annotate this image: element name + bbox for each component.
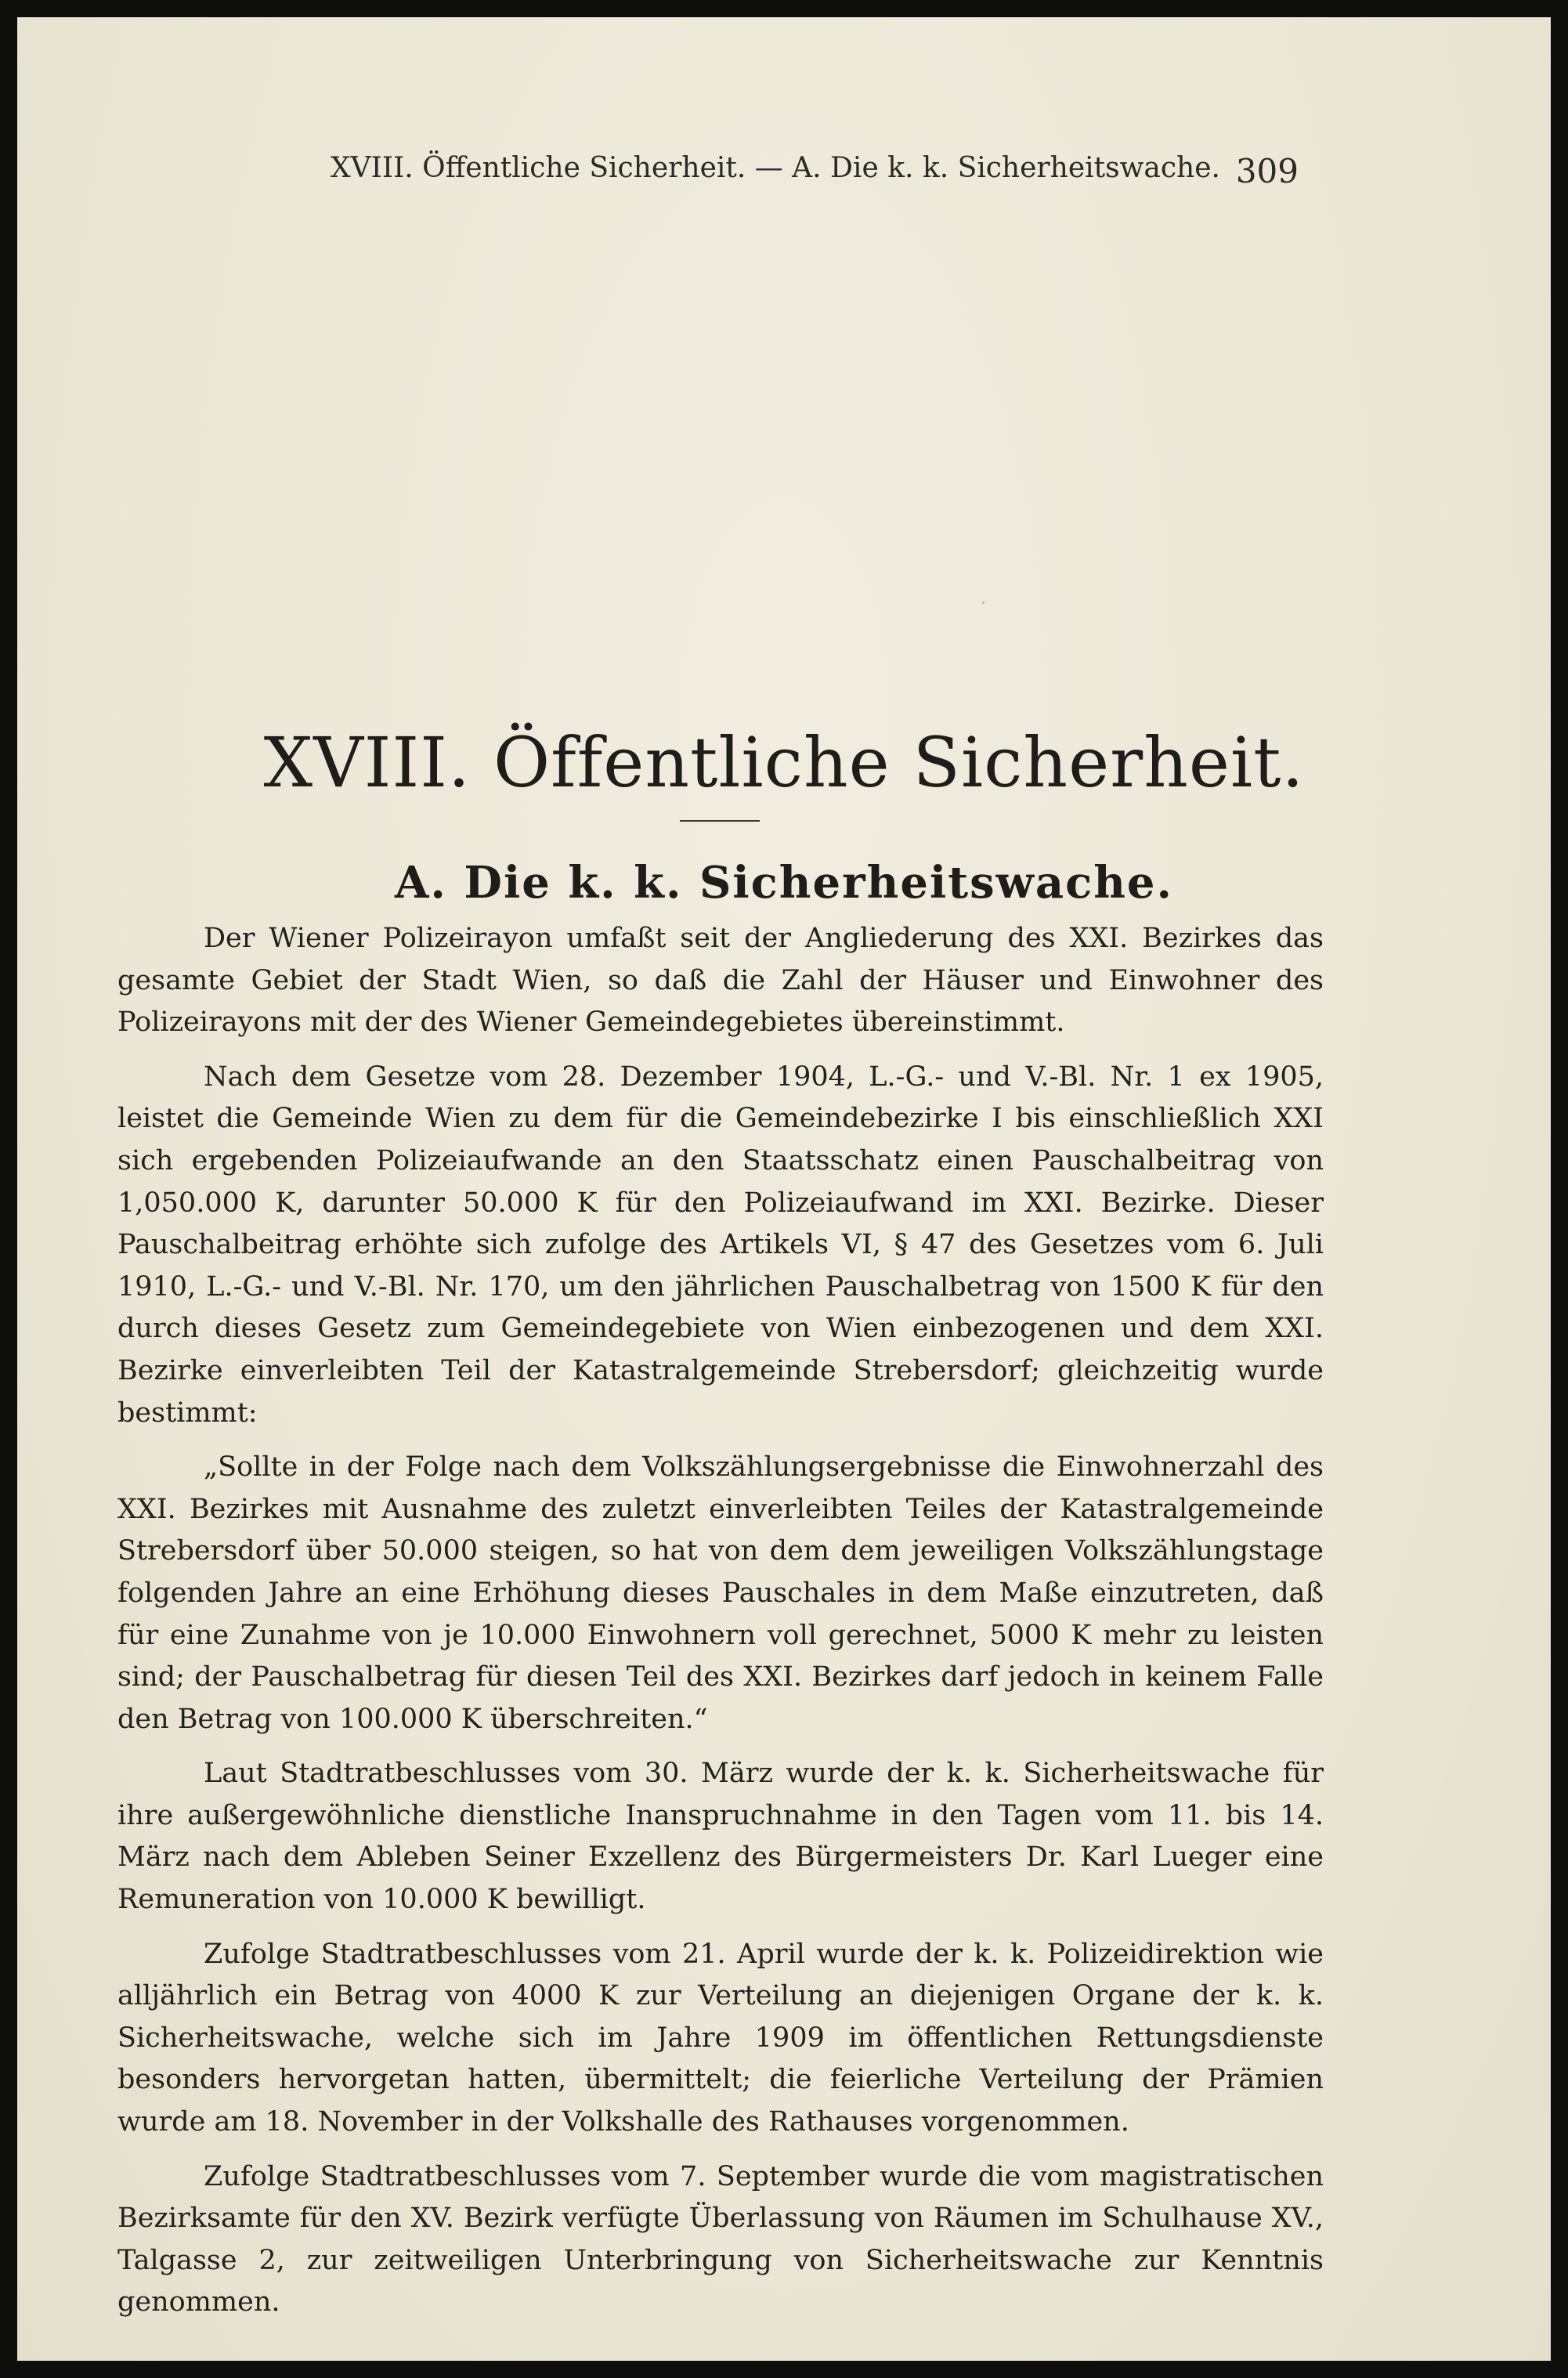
section-title: A. Die k. k. Sicherheitswache. (394, 857, 1174, 909)
page-number: 309 (1235, 152, 1299, 190)
quoted-paragraph: „Sollte in der Folge nach dem Volkszählungsergebnisse die Einwohnerzahl des XXI. Bezirkes mit Ausnahme des zuletzt einverleibten Teiles der Katastralgemeinde Strebersdorf über 50.000 steigen, so hat von dem dem jeweiligen Volkszählungstage folgenden Jahre an eine Erhöhung dieses Pauschales in dem Maße einzutreten, daß für eine Zunahme von je 10.000 Einwohnern voll gerechnet, 5000 K mehr zu leisten sind; der Pauschalbetrag für diesen Teil des XXI. Bezirkes darf jedoch in keinem Falle den Betrag von 100.000 K überschreiten.“ (117, 1451, 1324, 1735)
running-title: XVIII. Öffentliche Sicherheit. — A. Die k. k. Sicherheitswache. (331, 152, 1220, 184)
bleed-through-text (252, 252, 1325, 534)
paragraph: Der Wiener Polizeirayon umfaßt seit der Angliederung des XXI. Bezirkes das gesamte Gebiet der Stadt Wien, so daß die Zahl der Häuser und Einwohner des Polizeirayons mit der des Wiener Gemeindegebietes übereinstimmt. (117, 923, 1324, 1039)
title-divider (680, 820, 760, 822)
paragraph: Laut Stadtratbeschlusses vom 30. März wurde der k. k. Sicherheitswache für ihre außergewöhnliche dienstliche Inanspruchnahme in den Tagen vom 11. bis 14. März nach dem Ableben Seiner Exzellenz des Bürgermeisters Dr. Karl Lueger eine Remuneration von 10.000 K bewilligt. (117, 1758, 1324, 1916)
paper-speck (982, 602, 985, 604)
paragraph: Zufolge Stadtratbeschlusses vom 21. April wurde der k. k. Polizeidirektion wie alljährlich ein Betrag von 4000 K zur Verteilung an diejenigen Organe der k. k. Sicherheitswache, welche sich im Jahre 1909 im öffentlichen Rettungsdienste besonders hervorgetan hatten, übermittelt; die feierliche Verteilung der Prämien wurde am 18. November in der Volkshalle des Rathauses vorgenommen. (117, 1938, 1324, 2138)
body-text (117, 918, 1324, 2336)
document-page (17, 17, 1551, 2361)
chapter-title: XVIII. Öffentliche Sicherheit. (263, 722, 1305, 803)
paragraph: Zufolge Stadtratbeschlusses vom 7. September wurde die vom magistratischen Bezirksamte für den XV. Bezirk verfügte Überlassung von Räumen im Schulhause XV., Talgasse 2, zur zeitweiligen Unterbringung von Sicherheitswache zur Kenntnis genommen. (117, 2160, 1324, 2318)
paragraph: Nach dem Gesetze vom 28. Dezember 1904, L.-G.- und V.-Bl. Nr. 1 ex 1905, leistet die Gemeinde Wien zu dem für die Gemeindebezirke I bis einschließlich XXI sich ergebenden Polizeiaufwande an den Staatsschatz einen Pauschalbeitrag von 1,050.000 K, darunter 50.000 K für den Polizeiaufwand im XXI. Bezirke. Dieser Pauschalbeitrag erhöhte sich zufolge des Artikels VI, § 47 des Gesetzes vom 6. Juli 1910, L.-G.- und V.-Bl. Nr. 170, um den jährlichen Pauschalbetrag von 1500 K für den durch dieses Gesetz zum Gemeindegebiete von Wien einbezogenen und dem XXI. Bezirke einverleibten Teil der Katastralgemeinde Strebersdorf; gleichzeitig wurde bestimmt: (117, 1061, 1324, 1429)
paper-speck (965, 2036, 967, 2039)
